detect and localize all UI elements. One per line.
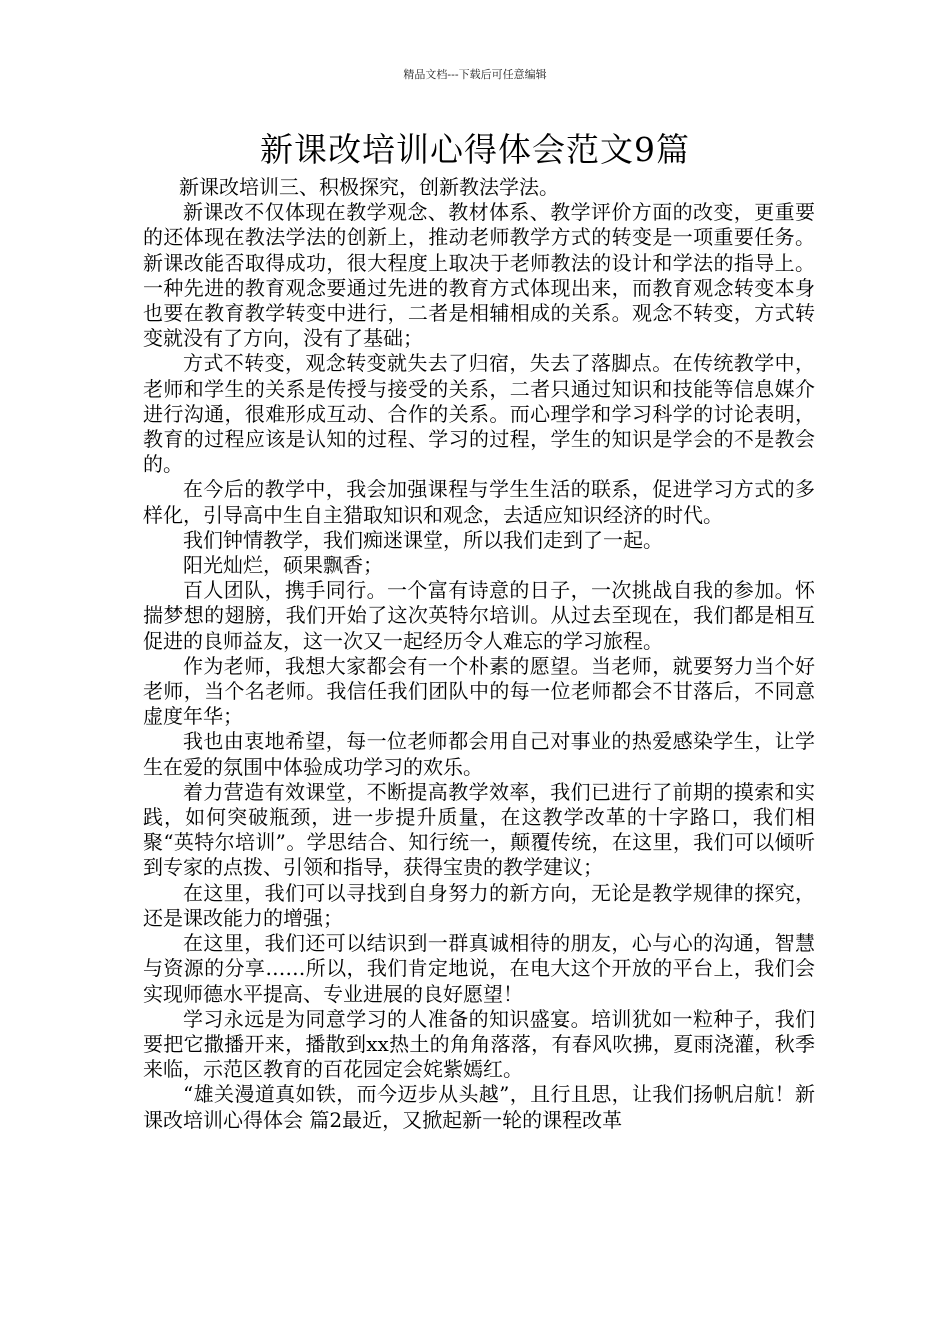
- paragraph: 在这里，我们还可以结识到一群真诚相待的朋友，心与心的沟通，智慧与资源的分享……所以，我们肯定地说，在电大这个开放的平台上，我们会实现师德水平提高、专业进展的良好愿望！: [143, 931, 815, 1006]
- paragraph: “雄关漫道真如铁，而今迈步从头越”，且行且思，让我们扬帆启航！新课改培训心得体会 篇2最近，又掀起新一轮的课程改革: [143, 1082, 815, 1132]
- paragraph: 新课改培训三、积极探究，创新教法学法。: [179, 175, 559, 199]
- paragraph: 我们钟情教学，我们痴迷课堂，所以我们走到了一起。: [183, 527, 663, 552]
- paragraph: 方式不转变，观念转变就失去了归宿，失去了落脚点。在传统教学中，老师和学生的关系是传授与接受的关系，二者只通过知识和技能等信息媒介进行沟通，很难形成互动、合作的关系。而心理学和学习科学的讨论表明，教育的过程应该是认知的过程、学习的过程，学生的知识是学会的不是教会的。: [143, 351, 815, 477]
- paragraph: 作为老师，我想大家都会有一个朴素的愿望。当老师，就要努力当个好老师，当个名老师。我信任我们团队中的每一位老师都会不甘落后，不同意虚度年华；: [143, 653, 815, 729]
- paragraph: 百人团队，携手同行。一个富有诗意的日子，一次挑战自我的参加。怀揣梦想的翅膀，我们开始了这次英特尔培训。从过去至现在，我们都是相互促进的良师益友，这一次又一起经历令人难忘的学习旅程。: [143, 578, 815, 653]
- document-body: [143, 175, 815, 1133]
- paragraph: 着力营造有效课堂，不断提高教学效率，我们已进行了前期的摸索和实践，如何突破瓶颈，进一步提升质量，在这教学改革的十字路口，我们相聚“英特尔培训”。学思结合、知行统一，颠覆传统，在这里，我们可以倾听到专家的点拨、引领和指导，获得宝贵的教学建议；: [143, 779, 815, 880]
- paragraph: 在这里，我们可以寻找到自身努力的新方向，无论是教学规律的探究，还是课改能力的增强；: [143, 880, 815, 930]
- paragraph: 在今后的教学中，我会加强课程与学生生活的联系，促进学习方式的多样化，引导高中生自主猎取知识和观念，去适应知识经济的时代。: [143, 477, 815, 527]
- document-title: 新课改培训心得体会范文9篇: [260, 130, 690, 169]
- paragraph: 我也由衷地希望，每一位老师都会用自己对事业的热爱感染学生，让学生在爱的氛围中体验成功学习的欢乐。: [143, 729, 815, 779]
- paragraph: 新课改不仅体现在教学观念、教材体系、教学评价方面的改变，更重要的还体现在教法学法的创新上，推动老师教学方式的转变是一项重要任务。新课改能否取得成功，很大程度上取决于老师教法的设计和学法的指导上。一种先进的教育观念要通过先进的教育方式体现出来，而教育观念转变本身也要在教育教学转变中进行，二者是相辅相成的关系。观念不转变，方式转变就没有了方向，没有了基础；: [143, 200, 815, 351]
- paragraph: 学习永远是为同意学习的人准备的知识盛宴。培训犹如一粒种子，我们要把它撒播开来，播散到xx热土的角角落落，有春风吹拂，夏雨浇灌，秋季来临，示范区教育的百花园定会姹紫嫣红。: [143, 1006, 815, 1082]
- paragraph: 阳光灿烂，硕果飘香；: [183, 553, 383, 578]
- page-header: 精品文档---下载后可任意编辑: [403, 68, 547, 81]
